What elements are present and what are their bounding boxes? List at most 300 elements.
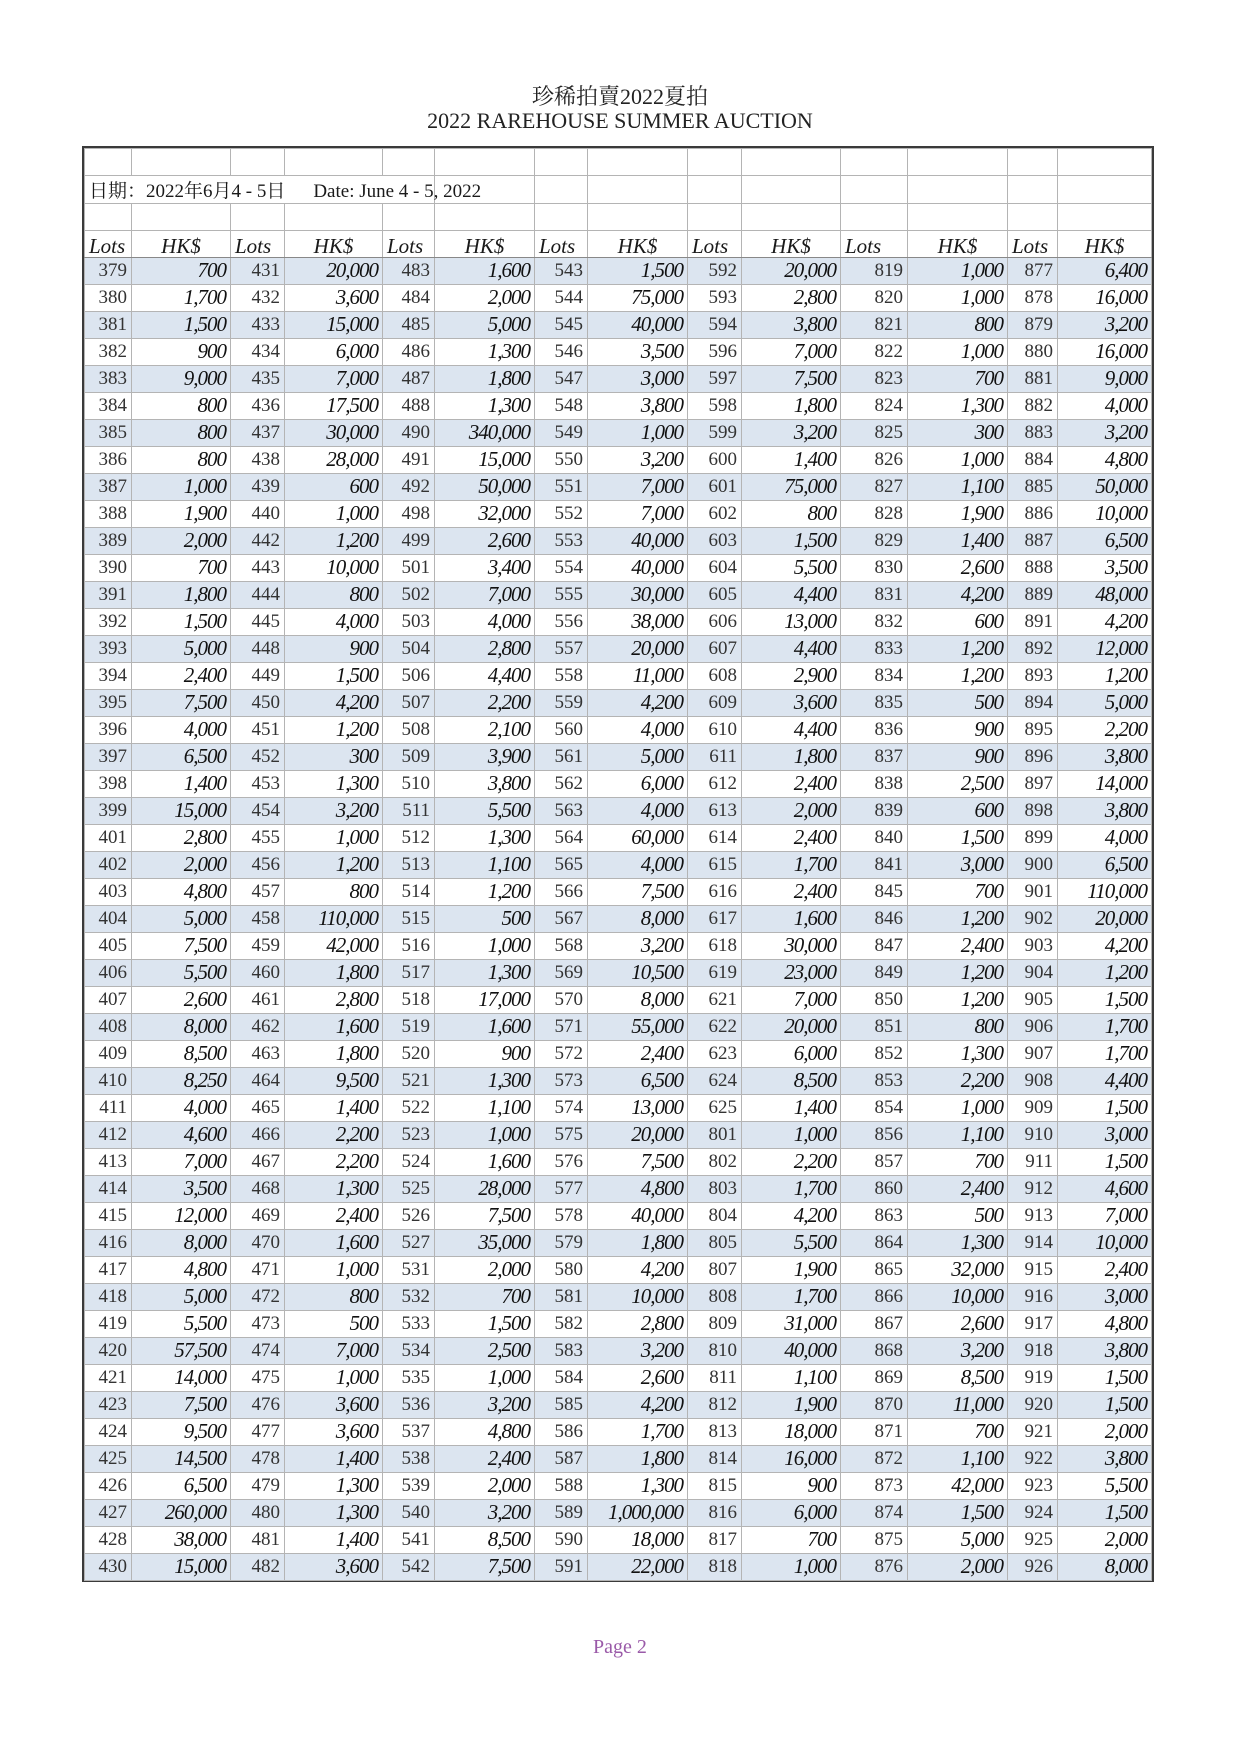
hammer-price: 7,000	[588, 473, 688, 500]
lot-number: 579	[535, 1229, 588, 1256]
hammer-price: 35,000	[435, 1229, 535, 1256]
lot-number: 567	[535, 905, 588, 932]
lot-number: 464	[231, 1067, 285, 1094]
hammer-price: 5,000	[588, 743, 688, 770]
hammer-price: 13,000	[588, 1094, 688, 1121]
hammer-price: 4,800	[588, 1175, 688, 1202]
hammer-price: 1,300	[285, 1472, 383, 1499]
hammer-price: 2,000	[908, 1553, 1008, 1580]
lot-number: 815	[688, 1472, 742, 1499]
hammer-price: 1,000	[742, 1121, 841, 1148]
lot-number: 600	[688, 446, 742, 473]
hammer-price: 6,000	[742, 1040, 841, 1067]
lot-number: 823	[841, 365, 908, 392]
table-row	[85, 905, 1152, 932]
table-row	[85, 1013, 1152, 1040]
hammer-price: 800	[908, 1013, 1008, 1040]
hammer-price: 1,500	[742, 527, 841, 554]
hammer-price: 900	[908, 743, 1008, 770]
hammer-price: 900	[285, 635, 383, 662]
table-row	[85, 1175, 1152, 1202]
lot-number: 551	[535, 473, 588, 500]
hammer-price: 1,400	[285, 1094, 383, 1121]
hammer-price: 16,000	[742, 1445, 841, 1472]
lot-number: 402	[85, 851, 132, 878]
lot-number: 907	[1008, 1040, 1058, 1067]
hammer-price: 11,000	[588, 662, 688, 689]
hammer-price: 4,800	[132, 878, 231, 905]
lot-number: 879	[1008, 311, 1058, 338]
hammer-price: 40,000	[742, 1337, 841, 1364]
lot-number: 864	[841, 1229, 908, 1256]
lot-number: 822	[841, 338, 908, 365]
results-table	[84, 148, 1152, 1581]
hammer-price: 5,500	[132, 1310, 231, 1337]
table-row	[85, 608, 1152, 635]
hammer-price: 1,900	[742, 1391, 841, 1418]
hammer-price: 3,600	[285, 284, 383, 311]
lot-number: 452	[231, 743, 285, 770]
lot-number: 873	[841, 1472, 908, 1499]
lot-number: 829	[841, 527, 908, 554]
lot-number: 457	[231, 878, 285, 905]
lot-number: 431	[231, 257, 285, 284]
hammer-price: 1,600	[435, 257, 535, 284]
lots-header: Lots	[231, 230, 285, 257]
hammer-price: 1,000	[908, 257, 1008, 284]
lot-number: 893	[1008, 662, 1058, 689]
table-row	[85, 662, 1152, 689]
hammer-price: 1,500	[285, 662, 383, 689]
hammer-price: 1,000	[285, 500, 383, 527]
hammer-price: 3,000	[1058, 1121, 1152, 1148]
lot-number: 538	[383, 1445, 435, 1472]
lot-number: 542	[383, 1553, 435, 1580]
hammer-price: 15,000	[285, 311, 383, 338]
hammer-price: 4,000	[1058, 824, 1152, 851]
lot-number: 881	[1008, 365, 1058, 392]
hammer-price: 1,500	[1058, 986, 1152, 1013]
hammer-price: 600	[285, 473, 383, 500]
lot-number: 892	[1008, 635, 1058, 662]
lot-number: 419	[85, 1310, 132, 1337]
lot-number: 423	[85, 1391, 132, 1418]
hammer-price: 2,400	[435, 1445, 535, 1472]
lot-number: 830	[841, 554, 908, 581]
lot-number: 383	[85, 365, 132, 392]
hammer-price: 4,000	[132, 1094, 231, 1121]
lot-number: 534	[383, 1337, 435, 1364]
hammer-price: 1,000,000	[588, 1499, 688, 1526]
hammer-price: 14,000	[1058, 770, 1152, 797]
hammer-price: 38,000	[132, 1526, 231, 1553]
lot-number: 532	[383, 1283, 435, 1310]
table-row	[85, 932, 1152, 959]
hammer-price: 1,700	[1058, 1013, 1152, 1040]
hammer-price: 18,000	[588, 1526, 688, 1553]
lots-header: Lots	[688, 230, 742, 257]
hammer-price: 700	[132, 257, 231, 284]
hammer-price: 1,700	[588, 1418, 688, 1445]
hammer-price: 5,000	[132, 635, 231, 662]
lot-number: 894	[1008, 689, 1058, 716]
hammer-price: 7,000	[132, 1148, 231, 1175]
lot-number: 562	[535, 770, 588, 797]
lot-number: 831	[841, 581, 908, 608]
hammer-price: 1,500	[1058, 1094, 1152, 1121]
lot-number: 536	[383, 1391, 435, 1418]
lot-number: 605	[688, 581, 742, 608]
hammer-price: 1,900	[908, 500, 1008, 527]
lot-number: 580	[535, 1256, 588, 1283]
hammer-price: 20,000	[1058, 905, 1152, 932]
hammer-price: 3,200	[285, 797, 383, 824]
lot-number: 381	[85, 311, 132, 338]
lot-number: 875	[841, 1526, 908, 1553]
hammer-price: 1,800	[588, 1445, 688, 1472]
hammer-price: 2,400	[908, 932, 1008, 959]
hammer-price: 42,000	[908, 1472, 1008, 1499]
lot-number: 453	[231, 770, 285, 797]
lot-number: 619	[688, 959, 742, 986]
hammer-price: 1,100	[908, 1121, 1008, 1148]
price-header: HK$	[435, 230, 535, 257]
hammer-price: 7,500	[132, 689, 231, 716]
hammer-price: 38,000	[588, 608, 688, 635]
lot-number: 537	[383, 1418, 435, 1445]
lot-number: 539	[383, 1472, 435, 1499]
lot-number: 602	[688, 500, 742, 527]
lot-number: 571	[535, 1013, 588, 1040]
lot-number: 827	[841, 473, 908, 500]
hammer-price: 15,000	[132, 1553, 231, 1580]
lot-number: 883	[1008, 419, 1058, 446]
lot-number: 444	[231, 581, 285, 608]
hammer-price: 1,800	[132, 581, 231, 608]
lot-number: 874	[841, 1499, 908, 1526]
hammer-price: 2,200	[285, 1121, 383, 1148]
hammer-price: 2,800	[132, 824, 231, 851]
table-row	[85, 1094, 1152, 1121]
table-row	[85, 1337, 1152, 1364]
hammer-price: 50,000	[435, 473, 535, 500]
hammer-price: 1,500	[1058, 1391, 1152, 1418]
hammer-price: 3,800	[1058, 1337, 1152, 1364]
hammer-price: 1,800	[588, 1229, 688, 1256]
lot-number: 923	[1008, 1472, 1058, 1499]
lot-number: 805	[688, 1229, 742, 1256]
hammer-price: 1,000	[908, 284, 1008, 311]
hammer-price: 1,400	[132, 770, 231, 797]
lot-number: 469	[231, 1202, 285, 1229]
hammer-price: 3,200	[908, 1337, 1008, 1364]
hammer-price: 1,100	[742, 1364, 841, 1391]
hammer-price: 1,500	[435, 1310, 535, 1337]
lot-number: 385	[85, 419, 132, 446]
lot-number: 576	[535, 1148, 588, 1175]
hammer-price: 1,200	[1058, 662, 1152, 689]
hammer-price: 40,000	[588, 527, 688, 554]
lot-number: 526	[383, 1202, 435, 1229]
lot-number: 565	[535, 851, 588, 878]
lot-number: 596	[688, 338, 742, 365]
hammer-price: 12,000	[132, 1202, 231, 1229]
table-row	[85, 878, 1152, 905]
lot-number: 518	[383, 986, 435, 1013]
lot-number: 503	[383, 608, 435, 635]
hammer-price: 75,000	[588, 284, 688, 311]
lot-number: 413	[85, 1148, 132, 1175]
hammer-price: 2,400	[742, 824, 841, 851]
lot-number: 430	[85, 1553, 132, 1580]
table-row	[85, 419, 1152, 446]
lot-number: 451	[231, 716, 285, 743]
lot-number: 401	[85, 824, 132, 851]
hammer-price: 4,400	[742, 716, 841, 743]
hammer-price: 4,000	[1058, 392, 1152, 419]
hammer-price: 1,200	[1058, 959, 1152, 986]
hammer-price: 7,500	[588, 878, 688, 905]
hammer-price: 6,000	[588, 770, 688, 797]
hammer-price: 3,800	[742, 311, 841, 338]
hammer-price: 57,500	[132, 1337, 231, 1364]
lot-number: 395	[85, 689, 132, 716]
hammer-price: 2,800	[742, 284, 841, 311]
hammer-price: 1,700	[132, 284, 231, 311]
lot-number: 519	[383, 1013, 435, 1040]
lot-number: 854	[841, 1094, 908, 1121]
lot-number: 405	[85, 932, 132, 959]
table-row	[85, 986, 1152, 1013]
hammer-price: 4,000	[588, 716, 688, 743]
hammer-price: 4,800	[1058, 446, 1152, 473]
lot-number: 882	[1008, 392, 1058, 419]
hammer-price: 1,300	[285, 1499, 383, 1526]
hammer-price: 800	[132, 419, 231, 446]
lot-number: 813	[688, 1418, 742, 1445]
hammer-price: 3,000	[1058, 1283, 1152, 1310]
table-row	[85, 1121, 1152, 1148]
hammer-price: 3,400	[435, 554, 535, 581]
lot-number: 884	[1008, 446, 1058, 473]
lot-number: 817	[688, 1526, 742, 1553]
lot-number: 504	[383, 635, 435, 662]
hammer-price: 48,000	[1058, 581, 1152, 608]
lot-number: 876	[841, 1553, 908, 1580]
hammer-price: 1,400	[285, 1445, 383, 1472]
hammer-price: 2,500	[908, 770, 1008, 797]
hammer-price: 4,200	[588, 1391, 688, 1418]
hammer-price: 5,000	[435, 311, 535, 338]
hammer-price: 1,500	[1058, 1148, 1152, 1175]
hammer-price: 1,100	[435, 851, 535, 878]
hammer-price: 4,800	[132, 1256, 231, 1283]
lot-number: 461	[231, 986, 285, 1013]
lot-number: 922	[1008, 1445, 1058, 1472]
hammer-price: 1,400	[742, 446, 841, 473]
hammer-price: 6,400	[1058, 257, 1152, 284]
lot-number: 572	[535, 1040, 588, 1067]
hammer-price: 2,200	[742, 1148, 841, 1175]
lot-number: 903	[1008, 932, 1058, 959]
hammer-price: 1,000	[285, 824, 383, 851]
hammer-price: 300	[908, 419, 1008, 446]
hammer-price: 4,800	[1058, 1310, 1152, 1337]
lot-number: 525	[383, 1175, 435, 1202]
hammer-price: 20,000	[742, 257, 841, 284]
lot-number: 808	[688, 1283, 742, 1310]
lot-number: 524	[383, 1148, 435, 1175]
lot-number: 839	[841, 797, 908, 824]
table-row	[85, 743, 1152, 770]
hammer-price: 500	[908, 689, 1008, 716]
table-row	[85, 1472, 1152, 1499]
hammer-price: 1,700	[742, 1175, 841, 1202]
hammer-price: 900	[908, 716, 1008, 743]
lot-number: 560	[535, 716, 588, 743]
hammer-price: 3,200	[435, 1499, 535, 1526]
hammer-price: 1,000	[435, 1121, 535, 1148]
hammer-price: 1,000	[742, 1553, 841, 1580]
lot-number: 552	[535, 500, 588, 527]
lot-number: 812	[688, 1391, 742, 1418]
hammer-price: 800	[742, 500, 841, 527]
lot-number: 573	[535, 1067, 588, 1094]
hammer-price: 4,200	[908, 581, 1008, 608]
hammer-price: 1,400	[285, 1526, 383, 1553]
results-table-frame	[82, 146, 1154, 1582]
lot-number: 870	[841, 1391, 908, 1418]
lot-number: 448	[231, 635, 285, 662]
hammer-price: 900	[742, 1472, 841, 1499]
lot-number: 578	[535, 1202, 588, 1229]
hammer-price: 1,700	[742, 1283, 841, 1310]
hammer-price: 1,300	[435, 392, 535, 419]
lot-number: 624	[688, 1067, 742, 1094]
hammer-price: 1,300	[435, 824, 535, 851]
lot-number: 846	[841, 905, 908, 932]
lot-number: 866	[841, 1283, 908, 1310]
lot-number: 406	[85, 959, 132, 986]
hammer-price: 17,000	[435, 986, 535, 1013]
table-row	[85, 1229, 1152, 1256]
lot-number: 877	[1008, 257, 1058, 284]
hammer-price: 3,800	[1058, 797, 1152, 824]
hammer-price: 5,000	[1058, 689, 1152, 716]
hammer-price: 1,200	[285, 851, 383, 878]
hammer-price: 600	[908, 608, 1008, 635]
hammer-price: 3,200	[742, 419, 841, 446]
lot-number: 514	[383, 878, 435, 905]
hammer-price: 18,000	[742, 1418, 841, 1445]
hammer-price: 2,200	[908, 1067, 1008, 1094]
lot-number: 896	[1008, 743, 1058, 770]
lot-number: 913	[1008, 1202, 1058, 1229]
page-number: Page 2	[593, 1636, 647, 1658]
hammer-price: 2,600	[435, 527, 535, 554]
hammer-price: 1,200	[908, 662, 1008, 689]
hammer-price: 10,000	[285, 554, 383, 581]
lot-number: 880	[1008, 338, 1058, 365]
lot-number: 465	[231, 1094, 285, 1121]
lot-number: 476	[231, 1391, 285, 1418]
table-row	[85, 824, 1152, 851]
hammer-price: 16,000	[1058, 284, 1152, 311]
hammer-price: 16,000	[1058, 338, 1152, 365]
hammer-price: 7,500	[742, 365, 841, 392]
lot-number: 512	[383, 824, 435, 851]
hammer-price: 2,400	[908, 1175, 1008, 1202]
lots-header: Lots	[85, 230, 132, 257]
hammer-price: 700	[908, 1418, 1008, 1445]
hammer-price: 10,000	[1058, 500, 1152, 527]
table-row	[85, 1040, 1152, 1067]
lot-number: 510	[383, 770, 435, 797]
lot-number: 511	[383, 797, 435, 824]
hammer-price: 1,500	[132, 608, 231, 635]
lot-number: 442	[231, 527, 285, 554]
lot-number: 384	[85, 392, 132, 419]
blank-row	[85, 149, 1152, 176]
hammer-price: 42,000	[285, 932, 383, 959]
hammer-price: 900	[132, 338, 231, 365]
table-row	[85, 689, 1152, 716]
lot-number: 564	[535, 824, 588, 851]
lot-number: 418	[85, 1283, 132, 1310]
hammer-price: 2,100	[435, 716, 535, 743]
lot-number: 836	[841, 716, 908, 743]
hammer-price: 1,100	[908, 473, 1008, 500]
lot-number: 824	[841, 392, 908, 419]
hammer-price: 8,000	[132, 1229, 231, 1256]
hammer-price: 4,400	[742, 635, 841, 662]
auction-date-zh: 日期：2022年6月4 - 5日	[89, 180, 286, 202]
lot-number: 926	[1008, 1553, 1058, 1580]
hammer-price: 800	[132, 446, 231, 473]
lot-number: 409	[85, 1040, 132, 1067]
hammer-price: 3,200	[588, 446, 688, 473]
lot-number: 618	[688, 932, 742, 959]
hammer-price: 15,000	[435, 446, 535, 473]
hammer-price: 2,800	[588, 1310, 688, 1337]
hammer-price: 2,600	[908, 554, 1008, 581]
lot-number: 557	[535, 635, 588, 662]
hammer-price: 6,000	[742, 1499, 841, 1526]
hammer-price: 3,500	[588, 338, 688, 365]
lot-number: 545	[535, 311, 588, 338]
hammer-price: 8,500	[132, 1040, 231, 1067]
hammer-price: 4,200	[588, 1256, 688, 1283]
lot-number: 408	[85, 1013, 132, 1040]
lot-number: 837	[841, 743, 908, 770]
table-row	[85, 284, 1152, 311]
hammer-price: 2,000	[1058, 1526, 1152, 1553]
hammer-price: 1,100	[908, 1445, 1008, 1472]
hammer-price: 1,500	[908, 1499, 1008, 1526]
lot-number: 396	[85, 716, 132, 743]
hammer-price: 2,500	[435, 1337, 535, 1364]
lots-header: Lots	[1008, 230, 1058, 257]
lot-number: 838	[841, 770, 908, 797]
hammer-price: 3,200	[1058, 419, 1152, 446]
blank-row	[85, 203, 1152, 230]
hammer-price: 20,000	[588, 635, 688, 662]
hammer-price: 9,000	[132, 365, 231, 392]
lot-number: 498	[383, 500, 435, 527]
hammer-price: 28,000	[285, 446, 383, 473]
lot-number: 426	[85, 1472, 132, 1499]
hammer-price: 1,000	[588, 419, 688, 446]
